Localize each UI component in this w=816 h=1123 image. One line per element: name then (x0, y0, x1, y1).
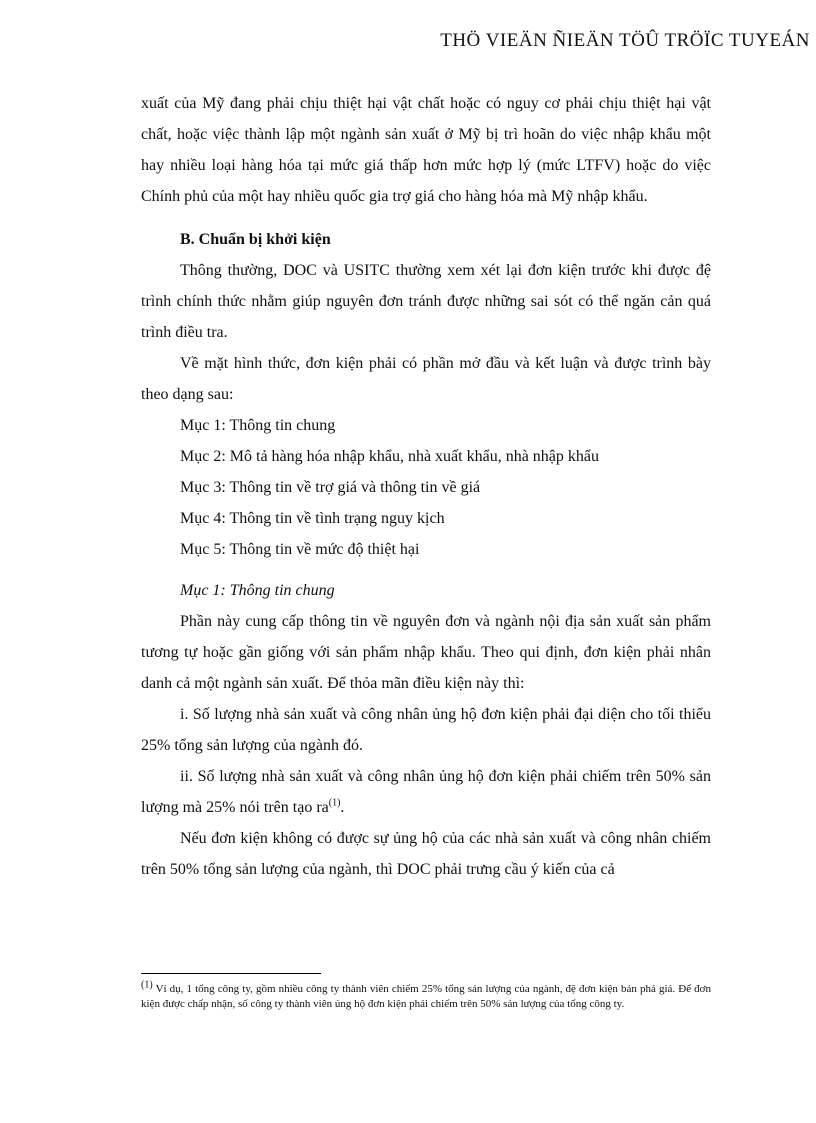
paragraph-intro: xuất của Mỹ đang phải chịu thiệt hại vật chất hoặc có nguy cơ phải chịu thiệt hại vật chất, hoặc việc thành lập một ngành sản xuất ở Mỹ bị trì hoãn do việc nhập khẩu một hay nhiều loại hàng hóa tại mức giá thấp hơn mức hợp lý (mức LTFV) hoặc do việc Chính phủ của một hay nhiều quốc gia trợ giá cho hàng hóa mà Mỹ nhập khẩu. (141, 95, 711, 205)
list-item: Mục 5: Thông tin về mức độ thiệt hại (180, 541, 420, 558)
paragraph-condition-i: i. Số lượng nhà sản xuất và công nhân ủng hộ đơn kiện phải đại diện cho tối thiểu 25% tổng sản lượng của ngành đó. (141, 706, 711, 754)
paragraph-form: Về mặt hình thức, đơn kiện phải có phần mở đầu và kết luận và được trình bày theo dạng sau: (141, 355, 711, 403)
paragraph-usual: Thông thường, DOC và USITC thường xem xét lại đơn kiện trước khi được đệ trình chính thức nhằm giúp nguyên đơn tránh được những sai sót có thể ngăn cản quá trình điều tra. (141, 262, 711, 341)
list-item: Mục 2: Mô tả hàng hóa nhập khẩu, nhà xuất khẩu, nhà nhập khẩu (180, 448, 600, 465)
footnote-reference[interactable]: (1) (328, 797, 341, 809)
paragraph-condition-ii (141, 761, 711, 823)
footnote-text: Ví dụ, 1 tổng công ty, gồm nhiều công ty thành viên chiếm 25% tổng sản lượng của ngành, đệ đơn kiện bán phá giá. Để đơn kiện được chấp nhận, số công ty thành viên ủng hộ đơn kiện phải chiếm trên 50% sản lượng của tổng công ty. (141, 983, 711, 1010)
running-header: THÖ VIEÄN ÑIEÄN TÖÛ TRÖÏC TUYEÁN (440, 30, 810, 51)
condition-ii-text: ii. Số lượng nhà sản xuất và công nhân ủng hộ đơn kiện phải chiếm trên 50% sản lượng mà 25% nói trên tạo ra (141, 768, 711, 816)
page-body (141, 88, 711, 885)
paragraph-last: Nếu đơn kiện không có được sự ủng hộ của các nhà sản xuất và công nhân chiếm trên 50% tổng sản lượng của ngành, thì DOC phải trưng cầu ý kiến của cả (141, 830, 711, 878)
condition-ii-end: . (340, 799, 345, 816)
footnote (141, 979, 711, 1012)
paragraph-section: Phần này cung cấp thông tin về nguyên đơn và ngành nội địa sản xuất sản phẩm tương tự hoặc gần giống với sản phẩm nhập khẩu. Theo qui định, đơn kiện phải nhân danh cả một ngành sản xuất. Để thỏa mãn điều kiện này thì: (141, 613, 711, 692)
list-item: Mục 3: Thông tin về trợ giá và thông tin về giá (180, 479, 481, 496)
footnote-divider (141, 973, 321, 974)
subsection-heading: Mục 1: Thông tin chung (180, 582, 335, 599)
section-heading-b: B. Chuẩn bị khởi kiện (180, 231, 331, 248)
list-item: Mục 1: Thông tin chung (180, 417, 336, 434)
footnote-marker: (1) (141, 979, 153, 991)
list-item: Mục 4: Thông tin về tình trạng nguy kịch (180, 510, 445, 527)
